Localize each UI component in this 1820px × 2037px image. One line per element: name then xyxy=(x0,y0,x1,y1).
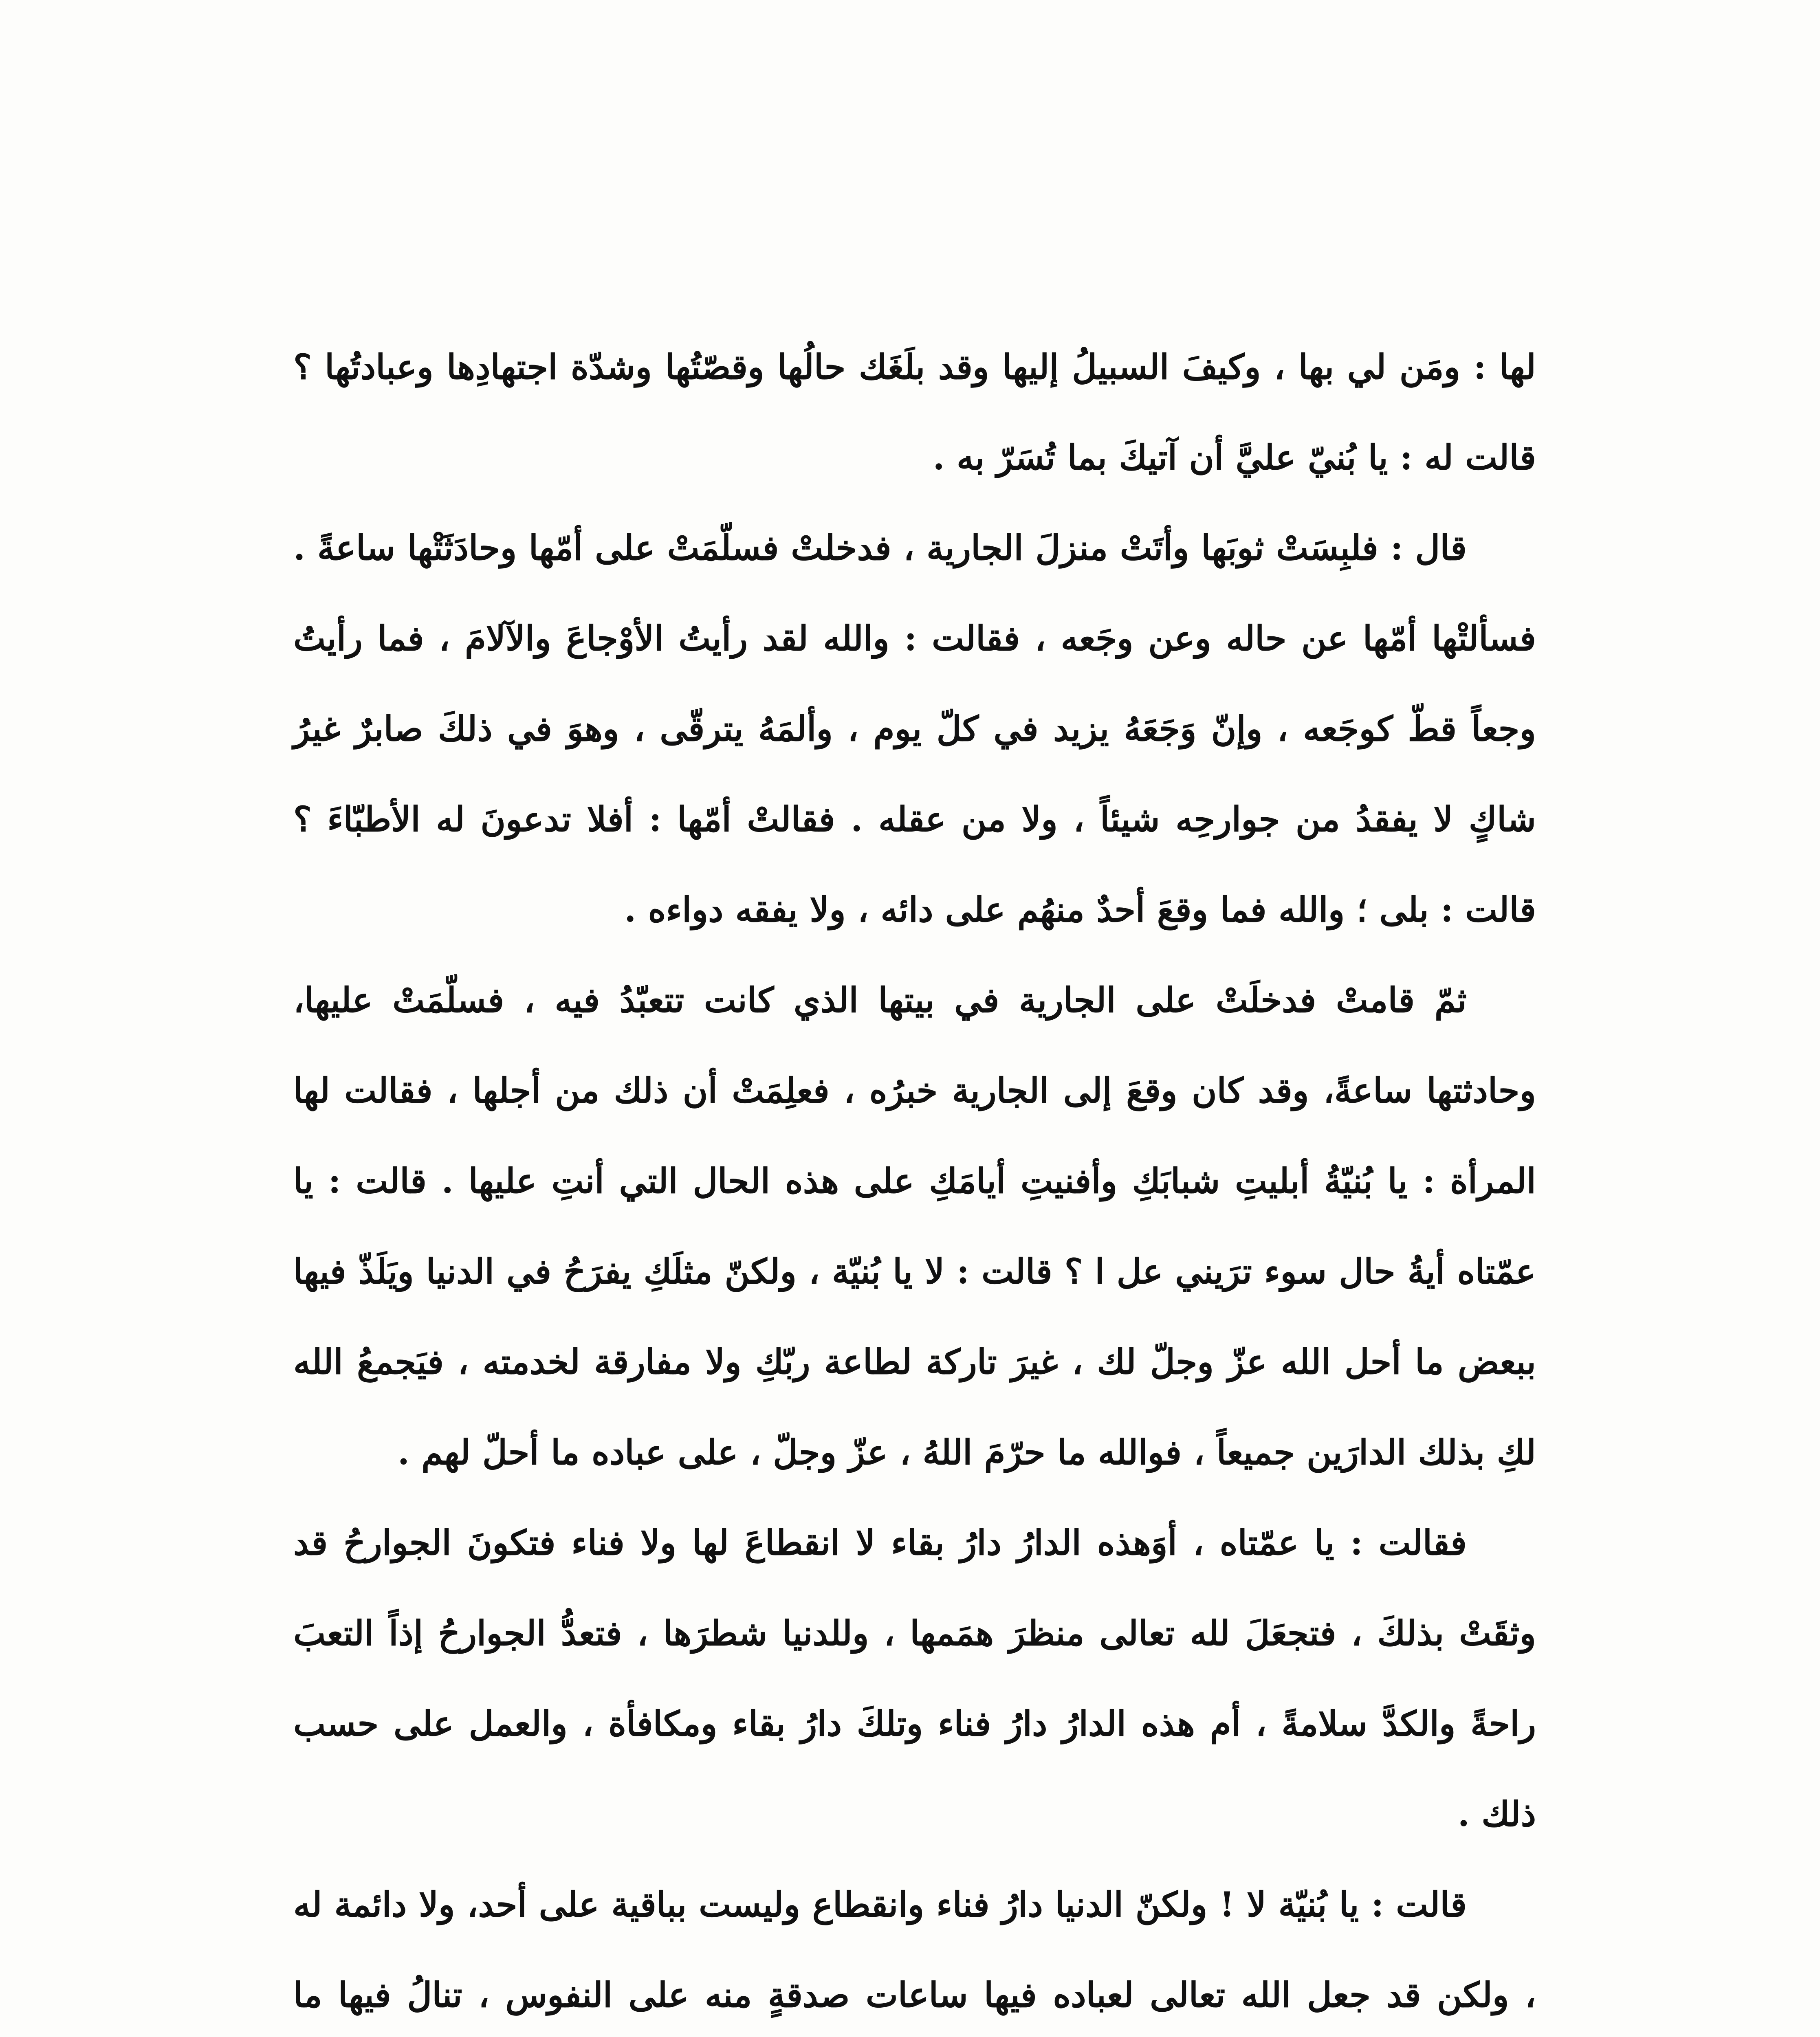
paragraph: ثمّ قامتْ فدخلَتْ على الجارية في بيتها الذي كانت تتعبّدُ فيه ، فسلّمَتْ عليها، وحادثتها ساعةً، وقد كان وقعَ إلى الجارية خبرُه ، فعلِمَتْ أن ذلك من أجلها ، فقالت لها المرأة : يا بُنيّةُ أبليتِ شبابَكِ وأفنيتِ أيامَكِ على هذه الحال التي أنتِ عليها . قالت : يا عمّتاه أيةُ حال سوء ترَيني عل ا ؟ قالت : لا يا بُنيّة ، ولكنّ مثلَكِ يفرَحُ في الدنيا ويَلَذّ فيها ببعض ما أحل الله عزّ وجلّ لك ، غيرَ تاركة لطاعة ربّكِ ولا مفارقة لخدمته ، فيَجمعُ الله لكِ بذلك الدارَين جميعاً ، فوالله ما حرّمَ اللهُ ، عزّ وجلّ ، على عباده ما أحلّ لهم . xyxy=(293,980,1536,1472)
body-text xyxy=(293,322,1536,2037)
paragraph: قالت : يا بُنيّة لا ! ولكنّ الدنيا دارُ فناء وانقطاع وليست بباقية على أحد، ولا دائمة له ، ولكن قد جعل الله تعالى لعباده فيها ساعات صدقةٍ منه على النفوس ، تنالُ فيها ما xyxy=(293,1884,1536,2015)
paragraph: فقالت : يا عمّتاه ، أوَهذه الدارُ دارُ بقاء لا انقطاعَ لها ولا فناء فتكونَ الجوارحُ قد وثقَتْ بذلكَ ، فتجعَلَ لله تعالى منظرَ همَمها ، وللدنيا شطرَها ، فتعدُّ الجوارحُ إذاً التعبَ راحةً والكدَّ سلامةً ، أم هذه الدارُ دارُ فناء وتلكَ دارُ بقاء ومكافأة ، والعمل على حسب ذلك . xyxy=(293,1522,1536,1834)
paragraph-continuation: لها : ومَن لي بها ، وكيفَ السبيلُ إليها وقد بلَغَك حالُها وقصّتُها وشدّة اجتهادِها وعبادتُها ؟ قالت له : يا بُنيّ عليَّ أن آتيكَ بما تُسَرّ به . xyxy=(293,347,1536,477)
paragraph: قال : فلبِسَتْ ثوبَها وأتَتْ منزلَ الجارية ، فدخلتْ فسلّمَتْ على أمّها وحادَثَتْها ساعةً . فسألتْها أمّها عن حاله وعن وجَعه ، فقالت : والله لقد رأيتُ الأوْجاعَ والآلامَ ، فما رأيتُ وجعاً قطّ كوجَعه ، وإنّ وَجَعَهُ يزيد في كلّ يوم ، وألمَهُ يترقّى ، وهوَ في ذلكَ صابرٌ غيرُ شاكٍ لا يفقدُ من جوارحِه شيئاً ، ولا من عقله . فقالتْ أمّها : أفلا تدعونَ له الأطبّاءَ ؟ قالت : بلى ؛ والله فما وقعَ أحدٌ منهُم على دائه ، ولا يفقه دواءه . xyxy=(293,528,1536,930)
